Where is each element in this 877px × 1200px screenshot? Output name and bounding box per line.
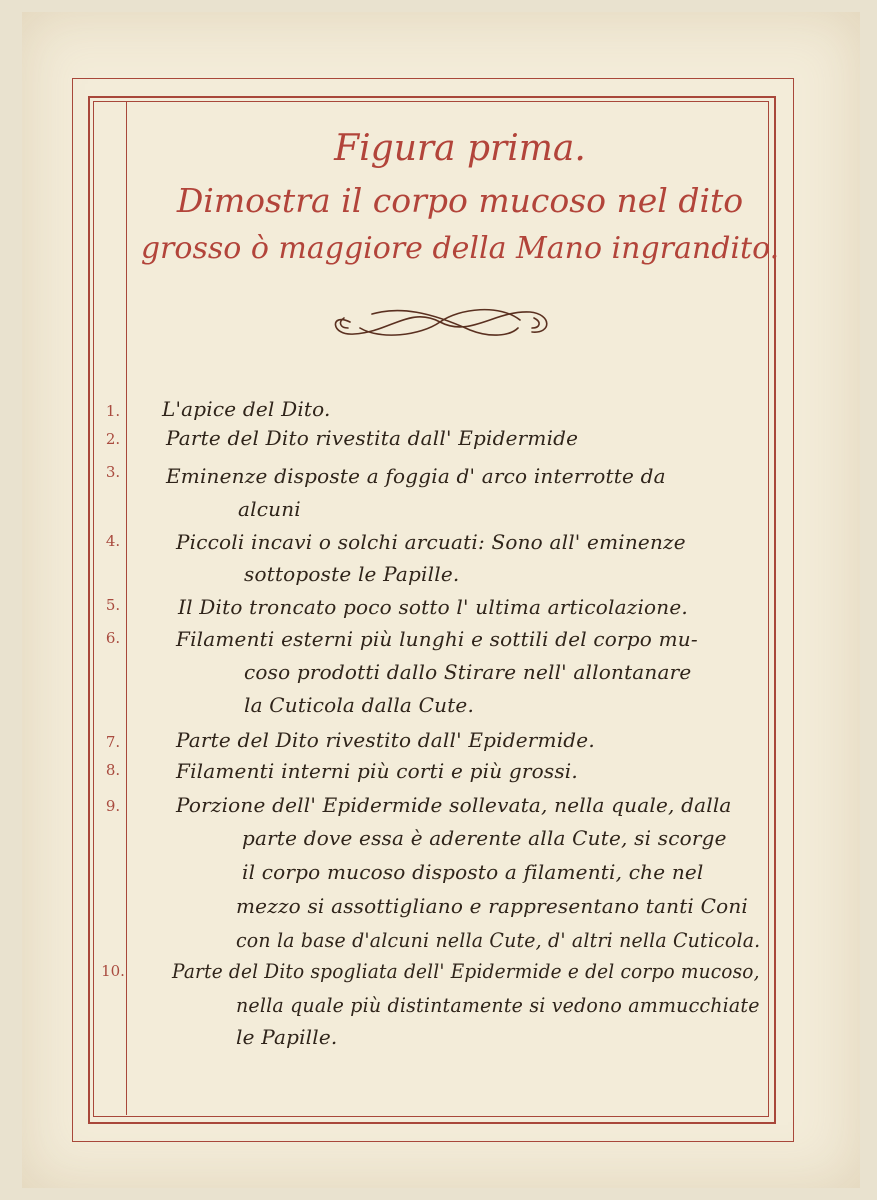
item-number: 2. bbox=[105, 430, 121, 448]
item-number: 10. bbox=[101, 962, 125, 980]
title-line-1: Figura prima. bbox=[334, 128, 586, 169]
flourish-ornament bbox=[320, 292, 560, 352]
item-6-line-2: coso prodotti dallo Stirare nell' allontanare bbox=[244, 660, 692, 684]
item-10-line-2: nella quale più distintamente si vedono ammucchiate bbox=[236, 993, 760, 1017]
item-number: 6. bbox=[105, 629, 121, 647]
item-9-line-5: con la base d'alcuni nella Cute, d' altri nella Cuticola. bbox=[236, 928, 761, 952]
title-line-3: grosso ò maggiore della Mano ingrandito. bbox=[140, 231, 780, 266]
item-6-line-3: la Cuticola dalla Cute. bbox=[244, 693, 475, 717]
item-7-line-1: Parte del Dito rivestito dall' Epidermide. bbox=[176, 728, 595, 752]
item-9-line-4: mezzo si assottigliano e rappresentano tanti Coni bbox=[236, 894, 749, 918]
item-number: 4. bbox=[105, 532, 121, 550]
item-2-line-1: Parte del Dito rivestita dall' Epidermide bbox=[166, 426, 579, 450]
item-number: 3. bbox=[105, 463, 121, 481]
item-5-line-1: Il Dito troncato poco sotto l' ultima articolazione. bbox=[178, 595, 688, 619]
item-6-line-1: Filamenti esterni più lunghi e sottili del corpo mu- bbox=[176, 627, 698, 651]
item-number: 5. bbox=[105, 596, 121, 614]
item-4-line-2: sottoposte le Papille. bbox=[244, 562, 460, 586]
item-number: 8. bbox=[105, 761, 121, 779]
item-number: 1. bbox=[105, 402, 121, 420]
item-10-line-1: Parte del Dito spogliata dell' Epidermide e del corpo mucoso, bbox=[172, 959, 760, 983]
item-3-line-2: alcuni bbox=[238, 497, 301, 521]
item-1-line-1: L'apice del Dito. bbox=[162, 397, 331, 421]
item-4-line-1: Piccoli incavi o solchi arcuati: Sono all' eminenze bbox=[176, 530, 686, 554]
item-9-line-1: Porzione dell' Epidermide sollevata, nella quale, dalla bbox=[176, 793, 732, 817]
item-9-line-2: parte dove essa è aderente alla Cute, si scorge bbox=[242, 826, 727, 850]
item-10-line-3: le Papille. bbox=[236, 1025, 338, 1049]
item-number: 9. bbox=[105, 797, 121, 815]
title-line-2: Dimostra il corpo mucoso nel dito bbox=[176, 181, 744, 220]
item-number: 7. bbox=[105, 733, 121, 751]
item-8-line-1: Filamenti interni più corti e più grossi. bbox=[176, 759, 578, 783]
item-3-line-1: Eminenze disposte a foggia d' arco interrotte da bbox=[166, 464, 666, 488]
item-9-line-3: il corpo mucoso disposto a filamenti, che nel bbox=[242, 860, 704, 884]
